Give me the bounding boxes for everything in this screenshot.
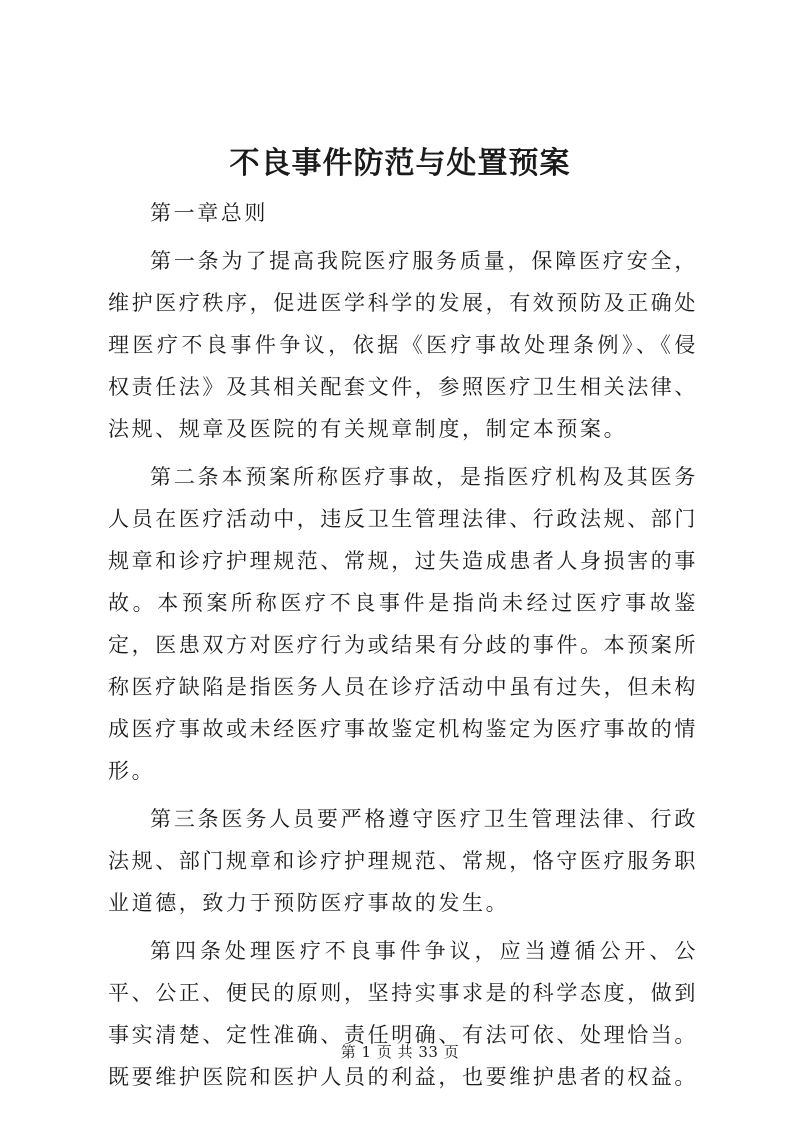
document-body — [108, 192, 698, 1104]
document-title: 不良事件防范与处置预案 — [229, 146, 571, 181]
article-1-paragraph: 第一条为了提高我院医疗服务质量，保障医疗安全，维护医疗秩序，促进医学科学的发展，有效预防及正确处理医疗不良事件争议，依据《医疗事故处理条例》、《侵权责任法》及其相关配套文件，参照医疗卫生相关法律、法规、规章及医院的有关规章制度，制定本预案。 — [108, 249, 698, 441]
chapter-heading: 第一章总则 — [150, 201, 268, 225]
article-4-paragraph: 第四条处理医疗不良事件争议，应当遵循公开、公平、公正、便民的原则，坚持实事求是的科学态度，做到事实清楚、定性准确、责任明确、有法可依、处理恰当。既要维护医院和医护人员的利益，也要维护患者的权益。 — [108, 939, 698, 1089]
article-2-paragraph: 第二条本预案所称医疗事故，是指医疗机构及其医务人员在医疗活动中，违反卫生管理法律、行政法规、部门规章和诊疗护理规范、常规，过失造成患者人身损害的事故。本预案所称医疗不良事件是指尚未经过医疗事故鉴定，医患双方对医疗行为或结果有分歧的事件。本预案所称医疗缺陷是指医务人员在诊疗活动中虽有过失，但未构成医疗事故或未经医疗事故鉴定机构鉴定为医疗事故的情形。 — [108, 465, 698, 783]
page-number-footer: 第 1 页 共 33 页 — [340, 1043, 460, 1061]
article-3-paragraph: 第三条医务人员要严格遵守医疗卫生管理法律、行政法规、部门规章和诊疗护理规范、常规，恪守医疗服务职业道德，致力于预防医疗事故的发生。 — [108, 807, 698, 915]
